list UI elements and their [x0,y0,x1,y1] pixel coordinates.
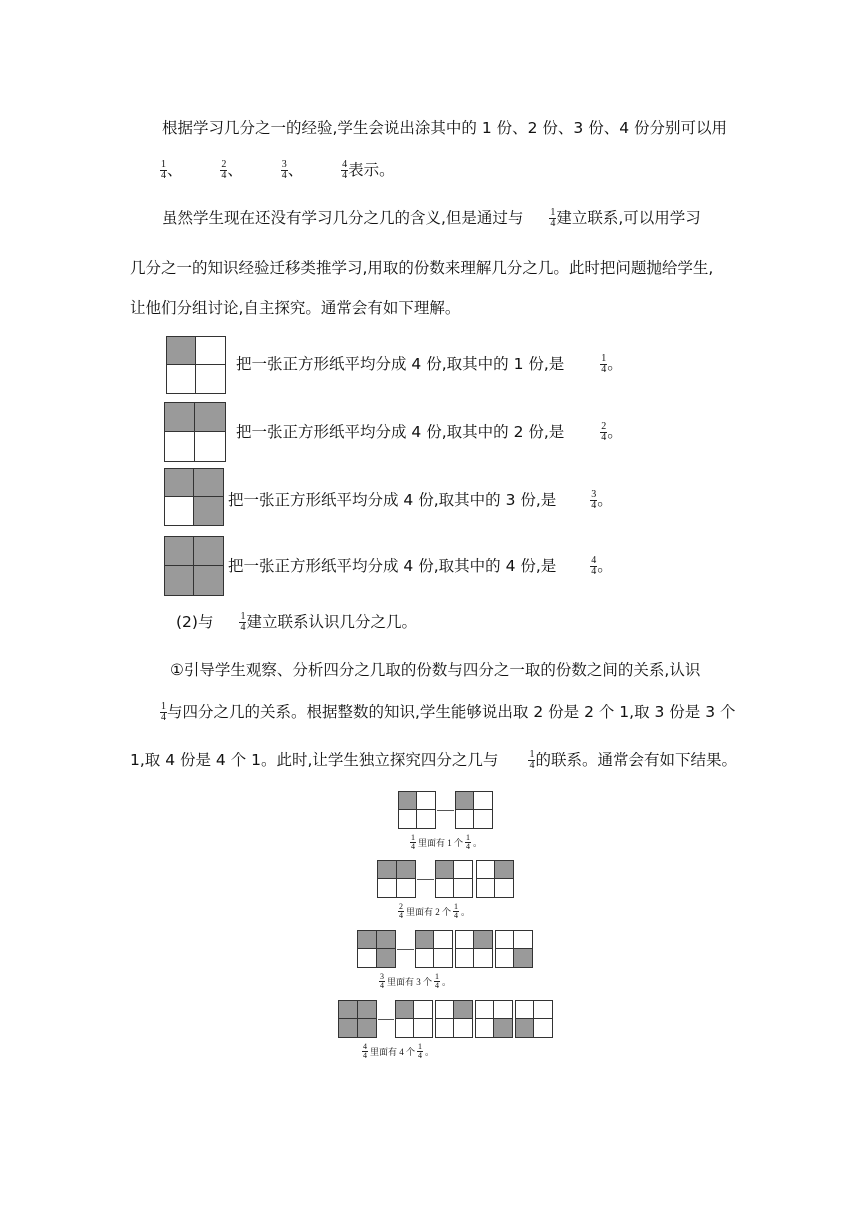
figure-2-square-two-quarters [377,860,416,898]
figure-3-connector [397,949,414,950]
paragraph-2-line-2: 几分之一的知识经验迁移类推学习,用取的份数来理解几分之几。此时把问题抛给学生, [130,259,714,277]
paragraph-1-line-1: 根据学习几分之一的经验,学生会说出涂其中的 1 份、2 份、3 份、4 份分别可以用 [162,119,728,137]
figure-3-piece-3 [495,930,533,968]
square-row-3-text: 把一张正方形纸平均分成 4 份,取其中的 3 份,是 $\frac{3}{4}$ 。 [228,489,613,511]
fraction-four-quarters: $\frac{4}{4}$ [363,1042,367,1060]
fraction-four-quarters: $\frac{4}{4}$ [342,159,348,181]
paragraph-1-line-2: $\frac{1}{4}$ 、 $\frac{2}{4}$ 、 $\frac{3}{4}$ 、 $\frac{4}{4}$ 表示。 [161,159,395,181]
paragraph-2-line-1: 虽然学生现在还没有学习几分之几的含义,但是通过与 $\frac{1}{4}$ 建立联系,可以用学习 [162,207,701,229]
section-2-line-2: $\frac{1}{4}$ 与四分之几的关系。根据整数的知识,学生能够说出取 2 份是 2 个 1,取 3 份是 3 个 [161,701,736,723]
square-row-4-text: 把一张正方形纸平均分成 4 份,取其中的 4 份,是 $\frac{4}{4}$ 。 [228,555,613,577]
fraction-three-quarters: $\frac{3}{4}$ [591,489,597,511]
fraction-one-quarter: $\frac{1}{4}$ [435,972,440,990]
fraction-one-quarter: $\frac{1}{4}$ [161,701,166,723]
figure-3-square-three-quarters [357,930,396,968]
fraction-four-quarters: $\frac{4}{4}$ [591,555,597,577]
paragraph-2-line-3: 让他们分组讨论,自主探究。通常会有如下理解。 [130,299,461,317]
square-four-quarters-shaded [164,536,224,596]
fraction-three-quarters: $\frac{3}{4}$ [380,972,384,990]
figure-4-piece-3 [475,1000,513,1038]
figure-2-connector [417,879,434,880]
fraction-one-quarter: $\frac{1}{4}$ [601,353,607,375]
fraction-two-quarters: $\frac{2}{4}$ [601,421,607,443]
figure-4-caption: $\frac{4}{4}$ 里面有 4 个 $\frac{1}{4}$ 。 [363,1042,435,1060]
figure-4-piece-2 [435,1000,473,1038]
figure-3-piece-1 [415,930,453,968]
fraction-one-quarter: $\frac{1}{4}$ [550,207,556,229]
fraction-one-quarter: $\frac{1}{4}$ [454,902,459,920]
section-2-heading: (2)与 $\frac{1}{4}$ 建立联系认识几分之几。 [176,611,417,633]
square-one-quarter-shaded [166,336,226,394]
square-row-2-text: 把一张正方形纸平均分成 4 份,取其中的 2 份,是 $\frac{2}{4}$ 。 [236,421,623,443]
figure-4-piece-4 [515,1000,553,1038]
section-2-line-1: ①引导学生观察、分析四分之几取的份数与四分之一取的份数之间的关系,认识 [170,661,701,679]
fraction-two-quarters: $\frac{2}{4}$ [221,159,227,181]
figure-3-caption: $\frac{3}{4}$ 里面有 3 个 $\frac{1}{4}$ 。 [380,972,452,990]
figure-3-piece-2 [455,930,493,968]
fraction-one-quarter: $\frac{1}{4}$ [466,833,471,851]
square-row-1-text: 把一张正方形纸平均分成 4 份,取其中的 1 份,是 $\frac{1}{4}$ 。 [236,353,623,375]
figure-1-square-one-quarter [398,791,436,829]
fraction-one-quarter: $\frac{1}{4}$ [418,1042,423,1060]
figure-2-piece-2 [476,860,514,898]
figure-1-connector [437,810,454,811]
figure-1-caption: $\frac{1}{4}$ 里面有 1 个 $\frac{1}{4}$ 。 [411,833,483,851]
figure-2-caption: $\frac{2}{4}$ 里面有 2 个 $\frac{1}{4}$ 。 [399,902,471,920]
fraction-three-quarters: $\frac{3}{4}$ [281,159,287,181]
square-two-quarters-shaded [164,402,226,462]
fraction-one-quarter: $\frac{1}{4}$ [529,749,535,771]
fraction-two-quarters: $\frac{2}{4}$ [399,902,403,920]
figure-4-piece-1 [395,1000,433,1038]
fraction-one-quarter: $\frac{1}{4}$ [240,611,246,633]
fraction-one-quarter: $\frac{1}{4}$ [411,833,415,851]
square-three-quarters-shaded [164,468,224,526]
figure-1-piece-1 [455,791,493,829]
section-2-line-3: 1,取 4 份是 4 个 1。此时,让学生独立探究四分之几与 $\frac{1}{4}$ 的联系。通常会有如下结果。 [130,749,737,771]
fraction-one-quarter: $\frac{1}{4}$ [161,159,166,181]
figure-4-square-four-quarters [338,1000,377,1038]
figure-4-connector [378,1019,394,1020]
figure-2-piece-1 [435,860,473,898]
